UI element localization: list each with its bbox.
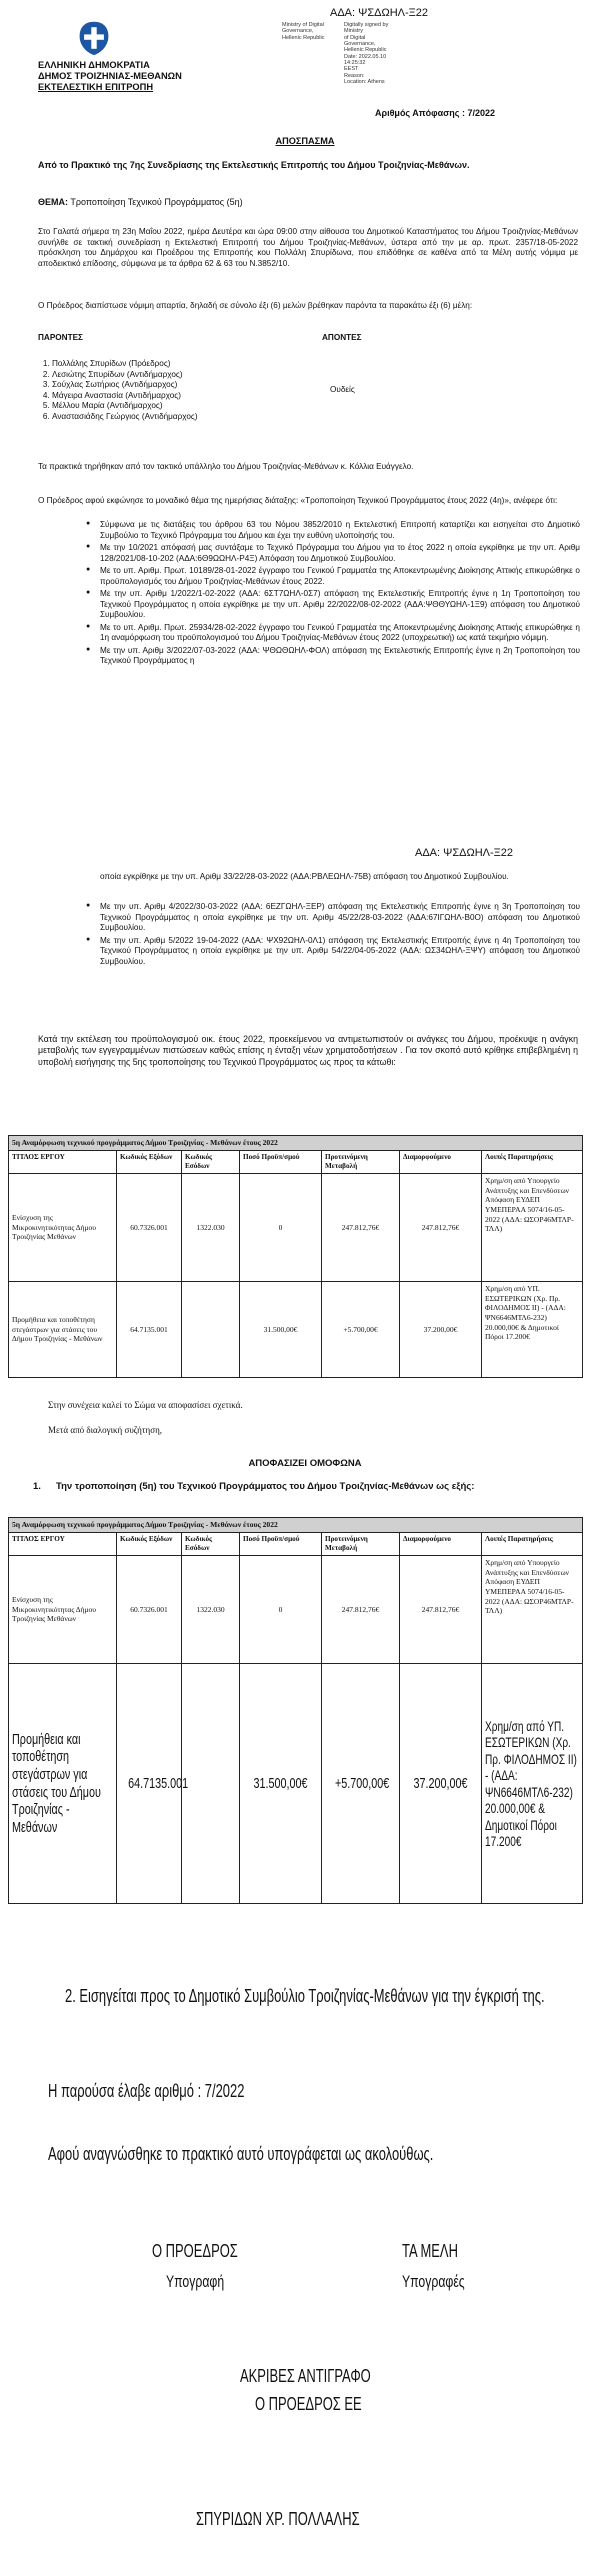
table-caption: 5η Αναμόρφωση τεχνικού προγράμματος Δήμου Τροιζηνίας - Μεθάνων έτους 2022: [9, 1518, 583, 1533]
signature-line: EEST: [344, 66, 359, 73]
list-item: ● Με την υπ. Αριθμ 5/2022 19-04-2022 (ΑΔΑ: ΨΧ92ΩΗΛ-0Λ1) απόφαση της Εκτελεστικής Επιτροπής έγινε η 4η Τροποποίηση του Τεχνικού Προγράμματος η οποία εγκρίθηκε με την υπ. Αριθμ 54/22/04-05-2022 (ΑΔΑ: ΩΣ34ΩΗΛ-ΞΨΥ) απόφαση του Δημοτικού Συμβουλίου.: [100, 936, 580, 968]
present-label: ΠΑΡΟΝΤΕΣ: [38, 333, 83, 342]
list-item: 6. Αναστασιάδης Γεώργιος (Αντιδήμαρχος): [52, 412, 338, 423]
signature-line: Ministry of Digital: [282, 22, 324, 28]
signature-line: Reason:: [344, 72, 365, 79]
members-signature: Υπογραφές: [402, 2272, 465, 2292]
list-item: 2. Λεσιώτης Σπυρίδων (Αντιδήμαρχος): [52, 370, 338, 381]
column-header: Ποσό Προϋπ/σμού: [240, 1150, 322, 1173]
table-cell: 1322.030: [182, 1556, 240, 1664]
table-row: [9, 1282, 583, 1378]
column-header: Διαμορφούμενο: [400, 1150, 482, 1173]
column-header: Διαμορφούμενο: [400, 1532, 482, 1555]
column-header: Προτεινόμενη Μεταβολή: [322, 1532, 400, 1555]
decision-2-text: 2. Εισηγείται προς το Δημοτικό Συμβούλιο Τροιζηνίας-Μεθάνων για την έγκρισή της.: [65, 1986, 545, 2006]
true-copy-1-text: ΑΚΡΙΒΕΣ ΑΝΤΙΓΡΑΦΟ: [240, 2366, 371, 2386]
decision-1-number: 1.: [33, 1481, 41, 1492]
table-cell: Ενίσχυση της Μικροκινητικότητας Δήμου Τροιζηνίας Μεθάνων: [9, 1556, 117, 1664]
members-list: [38, 359, 338, 422]
president-block: [152, 2240, 271, 2293]
list-item: ● Με το υπ. Αριθμ. Πρωτ. 25934/28-02-2022 έγγραφο του Γενικού Γραμματέα της Αποκεντρωμένης Διοίκησης Αττικής επικυρώθηκε η 1η αναμόρφωση του προϋπολογισμού του Δήμου Τροιζηνίας-Μεθάνων έτους 2022 (υποχρεωτική) ως κατά τεκμήριο νόμιμη.: [100, 623, 580, 644]
decides-heading: ΑΠΟΦΑΣΙΖΕΙ ΟΜΟΦΩΝΑ: [248, 1458, 362, 1469]
table-cell: [117, 1664, 189, 1904]
table-cell: [182, 1282, 240, 1378]
column-header: Κωδικός Εξόδων: [117, 1532, 182, 1555]
meeting-paragraph: Στο Γαλατά σήμερα τη 23η Μαΐου 2022, ημέρα Δευτέρα και ώρα 09:00 στην αίθουσα του Δημοτικού Καταστήματος του Δήμου Τροιζηνίας-Μεθάνων συνήλθε σε τακτική συνεδρίαση η Εκτελεστική Επιτροπή του Δήμου Τροιζηνίας-Μεθάνων, ύστερα από την με αρ. πρωτ. 2357/18-05-2022 πρόσκληση του Δημάρχου και Προέδρου της Επιτροπής κου Πολλάλη Σπυρίδωνα, που επιδόθηκε σε καθένα από τα Μέλη αυτής νόμιμα με αποδεικτικό επίδοσης, σύμφωνα με τα άρθρα 62 & 63 του Ν.3852/10.: [38, 227, 578, 268]
table-cell: Χρημ/ση από ΥΠ. ΕΣΩΤΕΡΙΚΩΝ (Χρ. Πρ. ΦΙΛΟΔΗΜΟΣ ΙΙ) - (ΑΔΑ: ΨΝ6646ΜΤΛ6-232) 20.000,00€ & Δημοτικοί Πόροι 17.200€: [482, 1282, 583, 1378]
table-cell: 0: [240, 1556, 322, 1664]
continuation-text: οποία εγκρίθηκε με την υπ. Αριθμ 33/22/28-03-2022 (ΑΔΑ:ΡΒΛΕΩΗΛ-75Β) απόφαση του Δημοτικού Συμβουλίου.: [100, 872, 509, 881]
amendment-table-1: [8, 1135, 583, 1378]
amendment-table-2: [8, 1517, 583, 1904]
decision-number: Αριθμός Απόφασης : 7/2022: [375, 108, 496, 118]
header-line: ΕΚΤΕΛΕΣΤΙΚΗ ΕΠΙΤΡΟΠΗ: [38, 81, 154, 92]
table-cell: +5.700,00€: [322, 1282, 400, 1378]
table-cell: 247.812,76€: [400, 1556, 482, 1664]
table-cell: Προμήθεια και τοποθέτηση στεγάστρων για στάσεις του Δήμου Τροιζηνίας - Μεθάνων: [9, 1282, 117, 1378]
table-cell: 1322.030: [182, 1174, 240, 1282]
cell-text: +5.700,00€: [334, 1774, 390, 1792]
absent-label: ΑΠΟΝΤΕΣ: [322, 333, 362, 342]
members-label: ΤΑ ΜΕΛΗ: [402, 2241, 458, 2261]
table-cell: 31.500,00€: [240, 1282, 322, 1378]
table-cell: 247.812,76€: [322, 1556, 400, 1664]
final-signatory: [196, 2508, 423, 2531]
intro-title: Από το Πρακτικό της 7ης Συνεδρίασης της Εκτελεστικής Επιτροπής του Δήμου Τροιζηνίας-Μεθάνων.: [38, 160, 470, 170]
list-item: ● Με το υπ. Αριθμ. Πρωτ. 10189/28-01-2022 έγγραφο του Γενικού Γραμματέα της Αποκεντρωμένης Διοίκησης Αττικής επικυρώθηκε ο προϋπολογισμός του Δήμου Τροιζηνίας-Μεθάνων έτους 2022.: [100, 566, 580, 587]
table-cell: [182, 1664, 240, 1904]
table-cell: 0: [240, 1174, 322, 1282]
table-cell: [9, 1664, 117, 1904]
cell-text: 31.500,00€: [253, 1774, 308, 1792]
true-copy-line-1: [240, 2365, 422, 2388]
column-header: Κωδικός Εξόδων: [117, 1150, 182, 1173]
minutes-paragraph: Τα πρακτικά τηρήθηκαν από τον τακτικό υπάλληλο του Δήμου Τροιζηνίας-Μεθάνων κ. Κόλλια Ευάγγελο.: [38, 462, 414, 471]
table-cell: 37.200,00€: [400, 1282, 482, 1378]
table-cell: Χρημ/ση από Υπουργείο Ανάπτυξης και Επενδύσεων Απόφαση ΕΥΔΕΠ ΥΜΕΠΕΡΑΑ 5074/16-05-2022 (ΑΔΑ: ΩΣΟΡ46ΜΤΛΡ-ΤΛΛ): [482, 1556, 583, 1664]
column-header: Κωδικός Εσόδων: [182, 1532, 240, 1555]
header-line: ΕΛΛΗΝΙΚΗ ΔΗΜΟΚΡΑΤΙΑ: [38, 60, 150, 70]
closing-number-text: Η παρούσα έλαβε αριθμό : 7/2022: [48, 2081, 245, 2101]
closing-read-text: Αφού αναγνώσθηκε το πρακτικό αυτό υπογράφεται ως ακολούθως.: [48, 2144, 434, 2164]
decision-2: [65, 1985, 610, 2008]
table-cell: 64.7135.001: [117, 1282, 182, 1378]
quorum-paragraph: Ο Πρόεδρος διαπίστωσε νόμιμη απαρτία, δηλαδή σε σύνολο έξι (6) μελών βρέθηκαν παρόντα τα παρακάτω έξι (6) μέλη:: [38, 301, 473, 310]
table-row: [9, 1174, 583, 1282]
ada-code-top: ΑΔΑ: ΨΣΔΩΗΛ-Ξ22: [330, 7, 429, 19]
list-item: 4. Μάγειρα Αναστασία (Αντιδήμαρχος): [52, 391, 338, 402]
table-row: [9, 1664, 583, 1904]
list-item: 1. Πολλάλης Σπυρίδων (Πρόεδρος): [52, 359, 338, 370]
signature-line: Date: 2022.05.10 14:25:32: [344, 53, 387, 66]
subject-text: Τροποποίηση Τεχνικού Προγράμματος (5η): [68, 197, 243, 207]
discussion-line: Μετά από διαλογική συζήτηση,: [48, 1425, 163, 1435]
table-cell: [240, 1664, 322, 1904]
greek-emblem-icon: [76, 20, 112, 56]
cell-text: Χρημ/ση από ΥΠ. ΕΣΩΤΕΡΙΚΩΝ (Χρ. Πρ. ΦΙΛΟΔΗΜΟΣ ΙΙ) - (ΑΔΑ: ΨΝ6646ΜΤΛ6-232) 20.000,00€ & Δημοτικοί Πόροι 17.200€: [485, 1717, 577, 1850]
signature-line: Location: Athens: [344, 78, 385, 85]
true-copy-line-2: [255, 2393, 403, 2416]
column-header: Λοιπές Παρατηρήσεις: [482, 1150, 583, 1173]
budget-paragraph: Κατά την εκτέλεση του προϋπολογισμού οικ. έτους 2022, προεκείμενου να αντιμετωπιστούν οι ανάγκες του Δήμου, προέκυψε η ανάγκη μεταβολής των εγγεγραμμένων πιστώσεων καθώς επίσης η ένταξη νέων χρηματοδοτήσεων . Για τον σκοπό αυτό κρίθηκε επιβεβλημένη η υποβολή εισήγησης της 5ης τροποποίησης του Τεχνικού Προγράμματος ως προς τα κάτωθι:: [38, 1034, 578, 1067]
table-cell: [400, 1664, 482, 1904]
signature-line: Governance,: [282, 28, 314, 35]
column-header: Κωδικός Εσόδων: [182, 1150, 240, 1173]
call-to-decide: Στην συνέχεια καλεί το Σώμα να αποφασίσει σχετικά.: [48, 1400, 243, 1410]
table-cell: 60.7326.001: [117, 1174, 182, 1282]
table-cell: Χρημ/ση από Υπουργείο Ανάπτυξης και Επενδύσεων Απόφαση ΕΥΔΕΠ ΥΜΕΠΕΡΑΑ 5074/16-05-2022 (ΑΔΑ: ΩΣΟΡ46ΜΤΛΡ-ΤΛΛ): [482, 1174, 583, 1282]
list-item: ● Σύμφωνα με τις διατάξεις του άρθρου 63 του Νόμου 3852/2010 η Εκτελεστική Επιτροπή καταρτίζει και εισηγείται στο Δημοτικό Συμβούλιο το Τεχνικό Πρόγραμμα του Δήμου και έχει την ευθύνη υλοποίησής του.: [100, 520, 580, 541]
digital-signature-stamp: [282, 22, 394, 85]
table-caption: 5η Αναμόρφωση τεχνικού προγράμματος Δήμου Τροιζηνίας - Μεθάνων έτους 2022: [9, 1136, 583, 1151]
absent-value: Ουδείς: [330, 385, 355, 394]
list-item: ● Με την υπ. Αριθμ 3/2022/07-03-2022 (ΑΔΑ: ΨΘΩΘΩΗΛ-ΦΟΛ) απόφαση της Εκτελεστικής Επιτροπής έγινε η 2η Τροποποίηση του Τεχνικού Προγράμματος η: [100, 646, 580, 667]
header-line: ΔΗΜΟΣ ΤΡΟΙΖΗΝΙΑΣ-ΜΕΘΑΝΩΝ: [38, 70, 182, 81]
signature-line: Hellenic Republic: [282, 34, 325, 41]
signature-line: Digitally signed by Ministry: [344, 22, 389, 35]
subject-line: [38, 197, 578, 209]
list-item: 3. Σούχλας Σωτήριος (Αντιδήμαρχος): [52, 380, 338, 391]
cell-text: 64.7135.001: [128, 1774, 189, 1792]
table-cell: [482, 1664, 583, 1904]
list-item: ● Με την 10/2021 απόφασή μας συντάξαμε το Τεχνικό Πρόγραμμα του Δήμου για το έτος 2022 η οποία εγκρίθηκε με την υπ. Αριθμ 128/2021/08-10-202 (ΑΔΑ:6Θ9ΩΩΗΛ-Ρ4Ξ) Απόφαση του Δημοτικού Συμβουλίου.: [100, 543, 580, 564]
header-block: [38, 60, 182, 93]
closing-read: [48, 2143, 583, 2166]
table-cell: 247.812,76€: [322, 1174, 400, 1282]
table-row: [9, 1556, 583, 1664]
president-paragraph: Ο Πρόεδρος αφού εκφώνησε το μοναδικό θέμα της ημερήσιας διάταξης: «Τροποποίηση Τεχνικού Προγράμματος έτους 2022 (4η)», ανέφερε ότι:: [38, 496, 558, 505]
column-header: Λοιπές Παρατηρήσεις: [482, 1532, 583, 1555]
table-cell: [322, 1664, 400, 1904]
president-label: Ο ΠΡΟΕΔΡΟΣ: [152, 2241, 238, 2261]
table-cell: 60.7326.001: [117, 1556, 182, 1664]
signature-line: of Digital Governance,: [344, 34, 376, 47]
list-item: ● Με την υπ. Αριθμ 1/2022/1-02-2022 (ΑΔΑ: 6ΣΤ7ΩΗΛ-0Σ7) απόφαση της Εκτελεστικής Επιτροπής έγινε η 1η Τροποποίηση του Τεχνικού Προγράμματος η οποία εγκρίθηκε με την υπ. Αριθμ 22/2022/08-02-2022 (ΑΔΑ:ΨΘΘΥΩΗΛ-1Ξ9) απόφαση του Δημοτικού Συμβουλίου.: [100, 589, 580, 621]
cell-text: Προμήθεια και τοποθέτηση στεγάστρων για στάσεις του Δήμου Τροιζηνίας - Μεθάνων: [12, 1730, 101, 1837]
decision-1-text: Την τροποποίηση (5η) του Τεχνικού Προγράμματος του Δήμου Τροιζηνίας-Μεθάνων ως εξής:: [56, 1481, 475, 1492]
final-signatory-text: ΣΠΥΡΙΔΩΝ ΧΡ. ΠΟΛΛΑΛΗΣ: [196, 2509, 360, 2529]
closing-number: [48, 2080, 321, 2103]
list-item: ● Με την υπ. Αριθμ 4/2022/30-03-2022 (ΑΔΑ: 6ΕΖΓΩΗΛ-ΞΕΡ) απόφαση της Εκτελεστικής Επιτροπής έγινε η 3η Τροποποίηση του Τεχνικού Προγράμματος η οποία εγκρίθηκε με την υπ. Αριθμ 45/22/28-03-2022 (ΑΔΑ:67ΙΓΩΗΛ-Β0Ο) απόφαση του Δημοτικού Συμβουλίου.: [100, 902, 580, 934]
true-copy-2-text: Ο ΠΡΟΕΔΡΟΣ ΕΕ: [255, 2394, 362, 2414]
column-header: ΤΙΤΛΟΣ ΕΡΓΟΥ: [9, 1532, 117, 1555]
subject-label: ΘΕΜΑ:: [38, 197, 68, 207]
column-header: ΤΙΤΛΟΣ ΕΡΓΟΥ: [9, 1150, 117, 1173]
ada-code-mid: ΑΔΑ: ΨΣΔΩΗΛ-Ξ22: [415, 847, 514, 859]
list-item: 5. Μέλλου Μαρία (Αντιδήμαρχος): [52, 401, 338, 412]
apospasma-title: ΑΠΟΣΠΑΣΜΑ: [275, 136, 335, 146]
cell-text: 37.200,00€: [413, 1774, 468, 1792]
signature-line: Hellenic Republic: [344, 47, 387, 54]
column-header: Ποσό Προϋπ/σμού: [240, 1532, 322, 1555]
bullet-list-1: [60, 520, 580, 669]
bullet-list-2: [60, 902, 580, 969]
column-header: Προτεινόμενη Μεταβολή: [322, 1150, 400, 1173]
table-cell: Ενίσχυση της Μικροκινητικότητας Δήμου Τροιζηνίας Μεθάνων: [9, 1174, 117, 1282]
table-cell: 247.812,76€: [400, 1174, 482, 1282]
president-signature: Υπογραφή: [166, 2272, 225, 2292]
members-block: [402, 2240, 489, 2293]
